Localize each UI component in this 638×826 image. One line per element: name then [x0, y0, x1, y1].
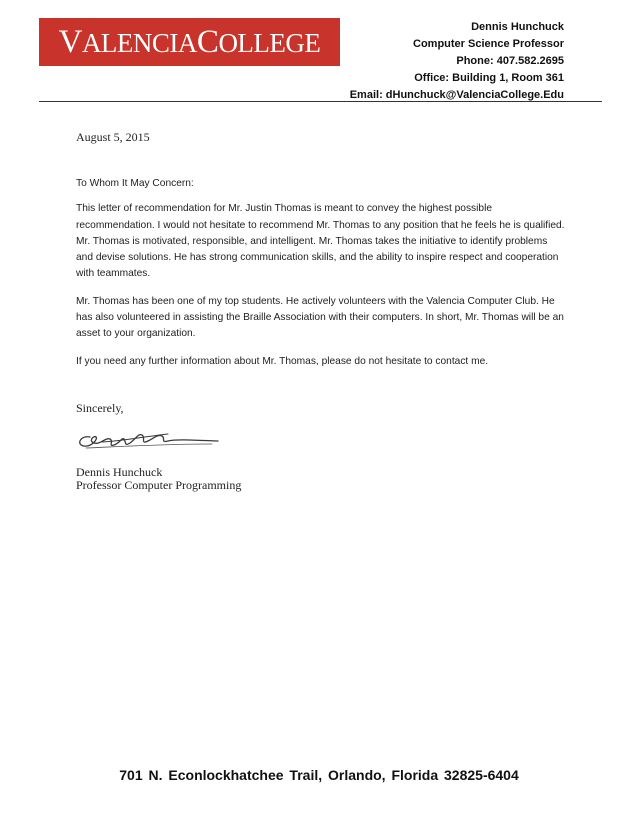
closing: Sincerely,: [76, 401, 124, 415]
contact-block: [350, 19, 564, 104]
contact-title: Computer Science Professor: [413, 38, 564, 50]
contact-office: Office: Building 1, Room 361: [414, 72, 564, 84]
contact-name: Dennis Hunchuck: [471, 21, 564, 33]
salutation: To Whom It May Concern:: [76, 178, 194, 189]
header-divider: [39, 101, 602, 102]
paragraph-contact: If you need any further information about Mr. Thomas, please do not hesitate to contact me.: [76, 355, 489, 367]
logo-text-valencia: VALENCIA: [58, 23, 197, 60]
signer-name: Dennis Hunchuck: [76, 465, 163, 479]
footer-address: 701 N. Econlockhatchee Trail, Orlando, Florida 32825-6404: [119, 767, 519, 783]
signer-title: Professor Computer Programming: [76, 478, 242, 492]
paragraph-student: Mr. Thomas has been one of my top students. He actively volunteers with the Valencia Computer Club. He has also volunteered in assisting the Braille Association with their computers. In short, Mr. Thomas will be an asset to your organization.: [76, 295, 564, 340]
letter-date: August 5, 2015: [76, 130, 150, 144]
paragraph-recommendation: This letter of recommendation for Mr. Justin Thomas is meant to convey the highest possible recommendation. I would not hesitate to recommend Mr. Thomas to any position that he feels he is qualified. Mr. Thomas is motivated, responsible, and intelligent. Mr. Thomas takes the initiative to identify problems and devise solutions. He has strong communication skills, and the ability to inspire respect and cooperation with teammates.: [76, 203, 565, 280]
handwritten-signature: [72, 425, 222, 455]
contact-email: Email: dHunchuck@ValenciaCollege.Edu: [349, 89, 564, 101]
logo-text: [58, 23, 321, 60]
contact-phone: Phone: 407.582.2695: [456, 55, 564, 67]
valencia-college-logo: [39, 18, 340, 66]
letter-body: [76, 176, 566, 381]
signature-block: [76, 466, 241, 492]
logo-text-college: COLLEGE: [196, 23, 321, 60]
